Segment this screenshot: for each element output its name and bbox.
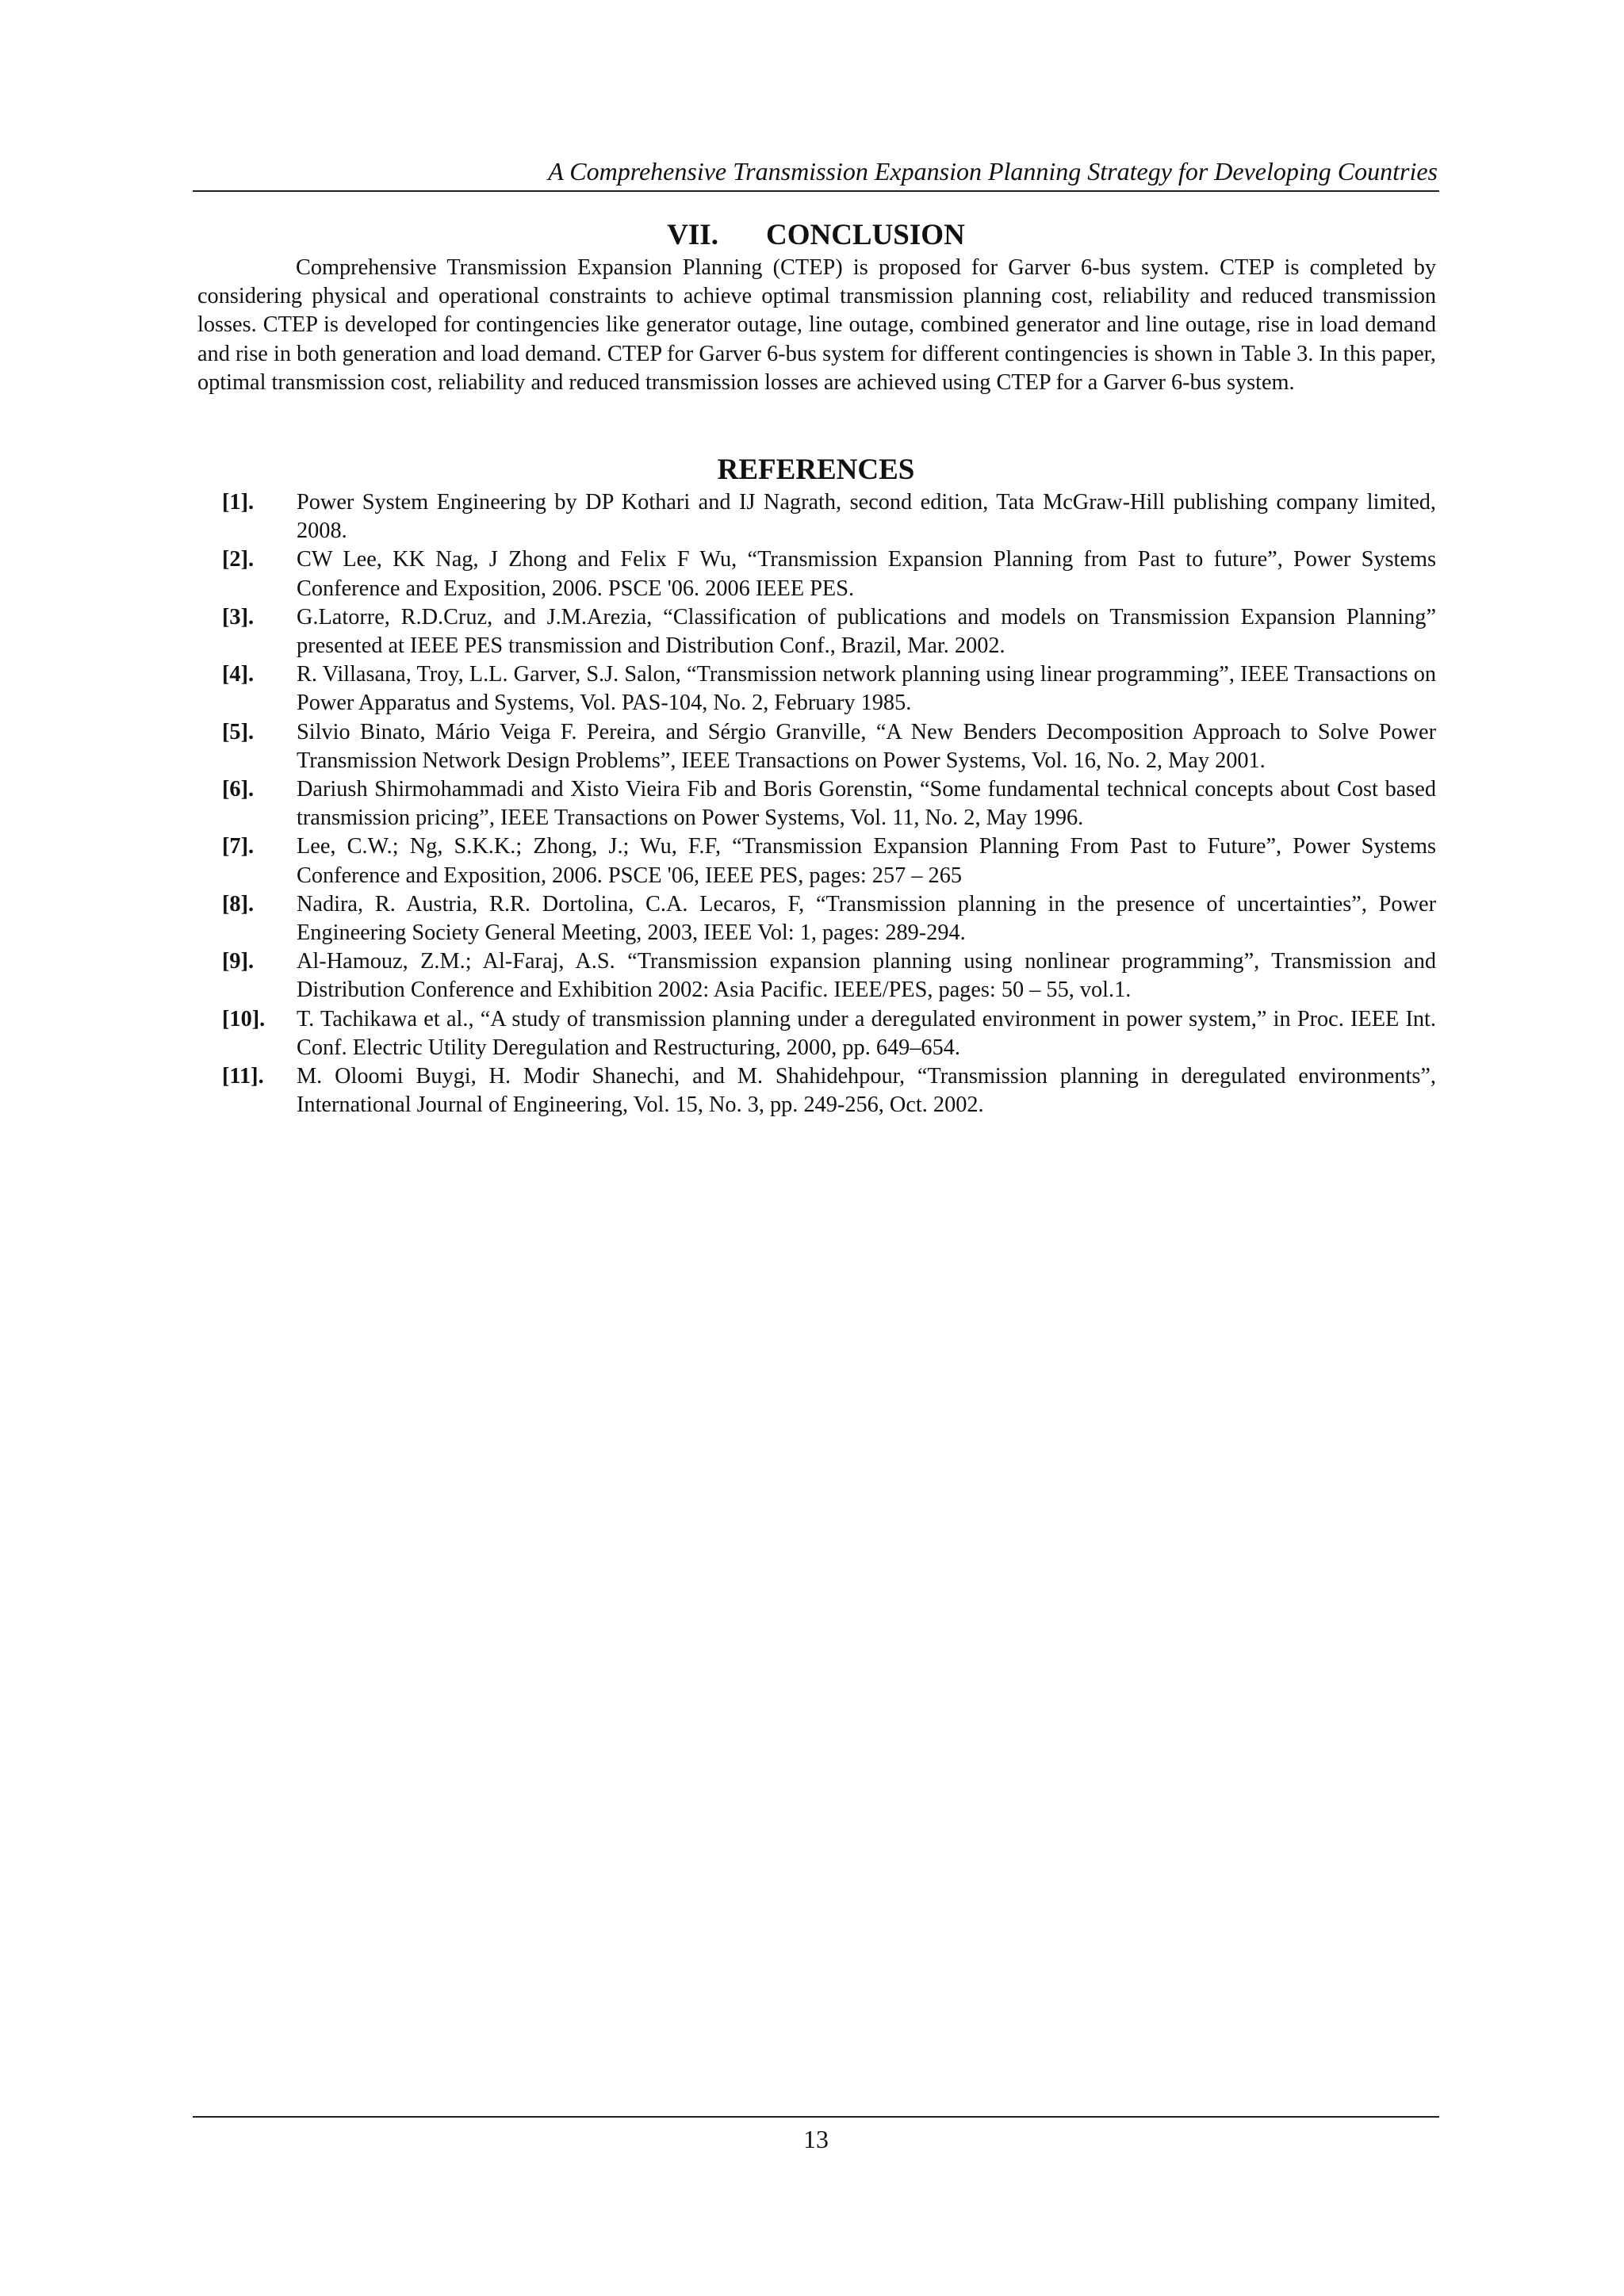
reference-number: [1]. — [222, 490, 255, 515]
reference-number: [8]. — [222, 891, 255, 916]
reference-text: M. Oloomi Buygi, H. Modir Shanechi, and M. Shahidehpour, “Transmission planning in deregulated environments”, International Journal of Engineering, Vol. 15, No. 3, pp. 249-256, Oct. 2002. — [297, 1064, 1436, 1118]
footer-divider — [193, 2116, 1439, 2118]
reference-item — [193, 1005, 1439, 1062]
reference-number: [4]. — [222, 662, 255, 687]
reference-text: Al-Hamouz, Z.M.; Al-Faraj, A.S. “Transmission expansion planning using nonlinear programming”, Transmission and Distribution Conference and Exhibition 2002: Asia Pacific. IEEE/PES, pages: 50 – 55, vol.1. — [297, 949, 1436, 1003]
reference-text: CW Lee, KK Nag, J Zhong and Felix F Wu, “Transmission Expansion Planning from Past to future”, Power Systems Conference and Exposition, 2006. PSCE '06. 2006 IEEE PES. — [297, 547, 1436, 601]
header-divider — [193, 190, 1439, 192]
reference-number: [10]. — [222, 1006, 266, 1031]
reference-item — [193, 947, 1439, 1004]
reference-text: Power System Engineering by DP Kothari and IJ Nagrath, second edition, Tata McGraw-Hill publishing company limited, 2008. — [297, 490, 1436, 544]
section-number: VII. — [667, 219, 718, 251]
reference-text: G.Latorre, R.D.Cruz, and J.M.Arezia, “Classification of publications and models on Transmission Expansion Planning” presented at IEEE PES transmission and Distribution Conf., Brazil, Mar. 2002. — [297, 604, 1436, 659]
reference-text: Nadira, R. Austria, R.R. Dortolina, C.A. Lecaros, F, “Transmission planning in the presence of uncertainties”, Power Engineering Society General Meeting, 2003, IEEE Vol: 1, pages: 289-294. — [297, 891, 1436, 946]
reference-number: [7]. — [222, 834, 255, 859]
reference-item — [193, 545, 1439, 603]
reference-item — [193, 832, 1439, 890]
reference-item — [193, 775, 1439, 832]
reference-item — [193, 890, 1439, 947]
reference-number: [9]. — [222, 949, 255, 974]
conclusion-paragraph — [197, 254, 1436, 397]
page-number: 13 — [803, 2125, 829, 2153]
section-title: CONCLUSION — [765, 219, 965, 251]
conclusion-text: Comprehensive Transmission Expansion Planning (CTEP) is proposed for Garver 6-bus system. CTEP is completed by considering physical and operational constraints to achieve optimal transmission planning cost, reliability and reduced transmission losses. CTEP is developed for contingencies like generator outage, line outage, combined generator and line outage, rise in load demand and rise in both generation and load demand. CTEP for Garver 6-bus system for different contingencies is shown in Table 3. In this paper, optimal transmission cost, reliability and reduced transmission losses are achieved using CTEP for a Garver 6-bus system. — [197, 255, 1436, 395]
reference-text: Dariush Shirmohammadi and Xisto Vieira Fib and Boris Gorenstin, “Some fundamental technical concepts about Cost based transmission pricing”, IEEE Transactions on Power Systems, Vol. 11, No. 2, May 1996. — [297, 777, 1436, 831]
reference-number: [11]. — [222, 1064, 264, 1089]
reference-text: T. Tachikawa et al., “A study of transmission planning under a deregulated environment in power system,” in Proc. IEEE Int. Conf. Electric Utility Deregulation and Restructuring, 2000, pp. 649–654. — [297, 1006, 1436, 1060]
reference-text: Silvio Binato, Mário Veiga F. Pereira, and Sérgio Granville, “A New Benders Decomposition Approach to Solve Power Transmission Network Design Problems”, IEEE Transactions on Power Systems, Vol. 16, No. 2, May 2001. — [297, 719, 1436, 773]
reference-item — [193, 718, 1439, 775]
reference-text: R. Villasana, Troy, L.L. Garver, S.J. Salon, “Transmission network planning using linear programming”, IEEE Transactions on Power Apparatus and Systems, Vol. PAS-104, No. 2, February 1985. — [297, 662, 1436, 716]
running-header: A Comprehensive Transmission Expansion Planning Strategy for Developing Countries — [548, 157, 1438, 186]
reference-item — [193, 488, 1439, 545]
reference-item — [193, 660, 1439, 718]
reference-item — [193, 1062, 1439, 1119]
references-heading: REFERENCES — [717, 453, 915, 486]
reference-number: [5]. — [222, 719, 255, 744]
reference-item — [193, 603, 1439, 660]
section-heading-conclusion — [193, 217, 1439, 254]
reference-number: [2]. — [222, 547, 255, 572]
reference-list — [193, 488, 1439, 1119]
reference-text: Lee, C.W.; Ng, S.K.K.; Zhong, J.; Wu, F.F, “Transmission Expansion Planning From Past to Future”, Power Systems Conference and Exposition, 2006. PSCE '06, IEEE PES, pages: 257 – 265 — [297, 834, 1436, 888]
reference-number: [3]. — [222, 604, 255, 629]
reference-number: [6]. — [222, 777, 255, 802]
